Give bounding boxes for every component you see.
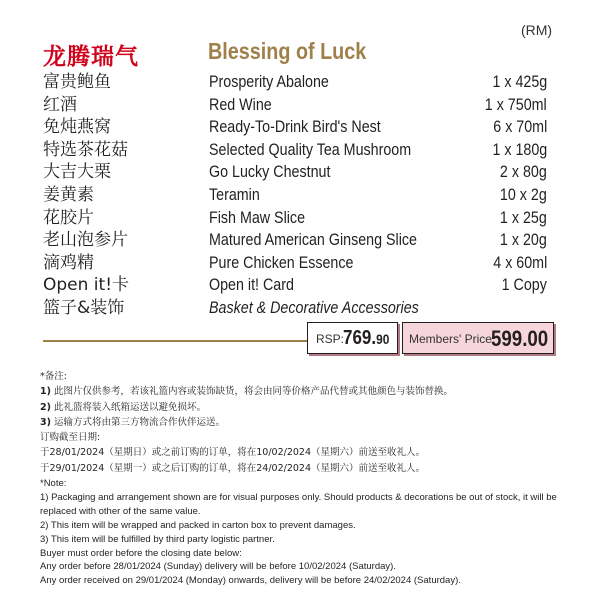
notes-cn-line xyxy=(40,400,453,415)
item-name-en: Basket & Decorative Accessories xyxy=(209,297,419,317)
notes-en-heading: *Note: xyxy=(40,478,67,489)
item-name-cn: 篮子&装饰 xyxy=(43,297,125,318)
item-name-cn: 富贵鲍鱼 xyxy=(43,72,111,92)
note-text: 此图片仅供参考，若该礼篮内容或装饰缺货，将会由同等价格产品代替或其他颜色与装饰替换。 xyxy=(50,386,453,398)
list-item xyxy=(0,139,600,162)
item-name-en: Ready-To-Drink Bird's Nest xyxy=(209,117,381,137)
item-quantity: 4 x 60ml xyxy=(493,252,547,272)
rsp-value xyxy=(343,327,389,350)
notes-cn-deadline-heading: 订购截至日期: xyxy=(40,432,101,444)
list-item xyxy=(0,252,600,275)
currency-label: (RM) xyxy=(521,22,553,38)
item-quantity: 2 x 80g xyxy=(500,162,547,182)
list-item xyxy=(0,71,600,94)
rsp-value-cents: 90 xyxy=(376,331,390,347)
notes-cn-line xyxy=(40,384,453,399)
item-name-en: Fish Maw Slice xyxy=(209,207,306,227)
list-item xyxy=(0,116,600,139)
list-item xyxy=(0,229,600,252)
note-text: 运输方式将由第三方物流合作伙伴运送。 xyxy=(50,416,225,428)
list-item xyxy=(0,94,600,117)
rsp-label: RSP: xyxy=(316,332,345,346)
item-name-cn: 滴鸡精 xyxy=(43,252,94,273)
item-quantity: 1 x 20g xyxy=(500,230,547,250)
list-item xyxy=(0,161,600,184)
rsp-value-main: 769. xyxy=(343,327,377,349)
notes-en-deadline: Any order received on 29/01/2024 (Monday) onwards, delivery will be before 24/02/2024 (Saturday). xyxy=(40,575,461,587)
item-quantity: 1 x 750ml xyxy=(485,94,547,114)
list-item xyxy=(0,274,600,297)
item-name-cn: 花胶片 xyxy=(43,207,94,228)
note-number: 2) xyxy=(40,401,51,413)
divider xyxy=(43,340,309,342)
item-name-cn: 大吉大栗 xyxy=(43,162,111,183)
item-quantity: 1 Copy xyxy=(501,275,547,295)
item-name-cn: Open it!卡 xyxy=(43,275,130,296)
notes-en-line: 3) This item will be fulfilled by third party logistic partner. xyxy=(40,533,275,545)
item-name-cn: 姜黄素 xyxy=(43,184,94,205)
item-name-cn: 免炖燕窝 xyxy=(43,117,111,138)
rsp-price-box xyxy=(307,322,398,354)
item-name-cn: 特选茶花菇 xyxy=(43,139,128,160)
notes-cn-deadline: 于28/01/2024（星期日）或之前订购的订单，将在10/02/2024（星期六）前送至收礼人。 xyxy=(40,447,426,459)
item-name-en: Red Wine xyxy=(209,94,272,114)
note-number: 3) xyxy=(40,416,51,428)
notes-en-line: 1) Packaging and arrangement shown are for visual purposes only. Should products & decorations be out of stock, it will be replaced with other of the same value. xyxy=(40,491,557,517)
list-item xyxy=(0,297,600,320)
notes-en-line: 2) This item will be wrapped and packed in carton box to prevent damages. xyxy=(40,519,356,531)
item-quantity: 1 x 425g xyxy=(492,72,547,91)
title-english: Blessing of Luck xyxy=(208,38,367,64)
notes-cn-line xyxy=(40,415,453,430)
item-name-en: Selected Quality Tea Mushroom xyxy=(209,139,412,159)
note-text: 此礼篮将装入纸箱运送以避免损坏。 xyxy=(50,401,206,413)
notes-cn-heading: *备注: xyxy=(40,371,67,382)
item-name-cn: 红酒 xyxy=(43,94,77,115)
item-name-en: Teramin xyxy=(209,184,260,204)
item-quantity: 10 x 2g xyxy=(500,184,547,204)
item-name-en: Go Lucky Chestnut xyxy=(209,162,331,182)
item-name-cn: 老山泡参片 xyxy=(43,230,128,251)
item-quantity: 1 x 180g xyxy=(492,139,547,159)
notes-en-deadline-heading: Buyer must order before the closing date below: xyxy=(40,547,242,559)
item-name-en: Pure Chicken Essence xyxy=(209,252,354,272)
members-price-label: Members' Price: xyxy=(409,332,496,346)
title-chinese: 龙腾瑞气 xyxy=(43,44,139,70)
item-name-en: Prosperity Abalone xyxy=(209,72,329,91)
members-price-box xyxy=(402,322,554,354)
item-name-en: Matured American Ginseng Slice xyxy=(209,230,417,250)
item-list xyxy=(0,71,600,320)
item-name-en: Open it! Card xyxy=(209,275,294,295)
item-quantity: 6 x 70ml xyxy=(493,117,547,137)
list-item xyxy=(0,207,600,230)
item-quantity: 1 x 25g xyxy=(500,207,547,227)
notes-cn-deadline: 于29/01/2024（星期一）或之后订购的订单，将在24/02/2024（星期六）前送至收礼人。 xyxy=(40,462,426,474)
notes-en-deadline: Any order before 28/01/2024 (Sunday) delivery will be before 10/02/2024 (Saturday). xyxy=(40,561,396,573)
list-item xyxy=(0,184,600,207)
notes-chinese xyxy=(40,369,453,476)
note-number: 1) xyxy=(40,386,51,398)
members-price-value: 599.00 xyxy=(491,326,549,351)
notes-english xyxy=(40,477,560,588)
price-panel xyxy=(307,322,552,356)
